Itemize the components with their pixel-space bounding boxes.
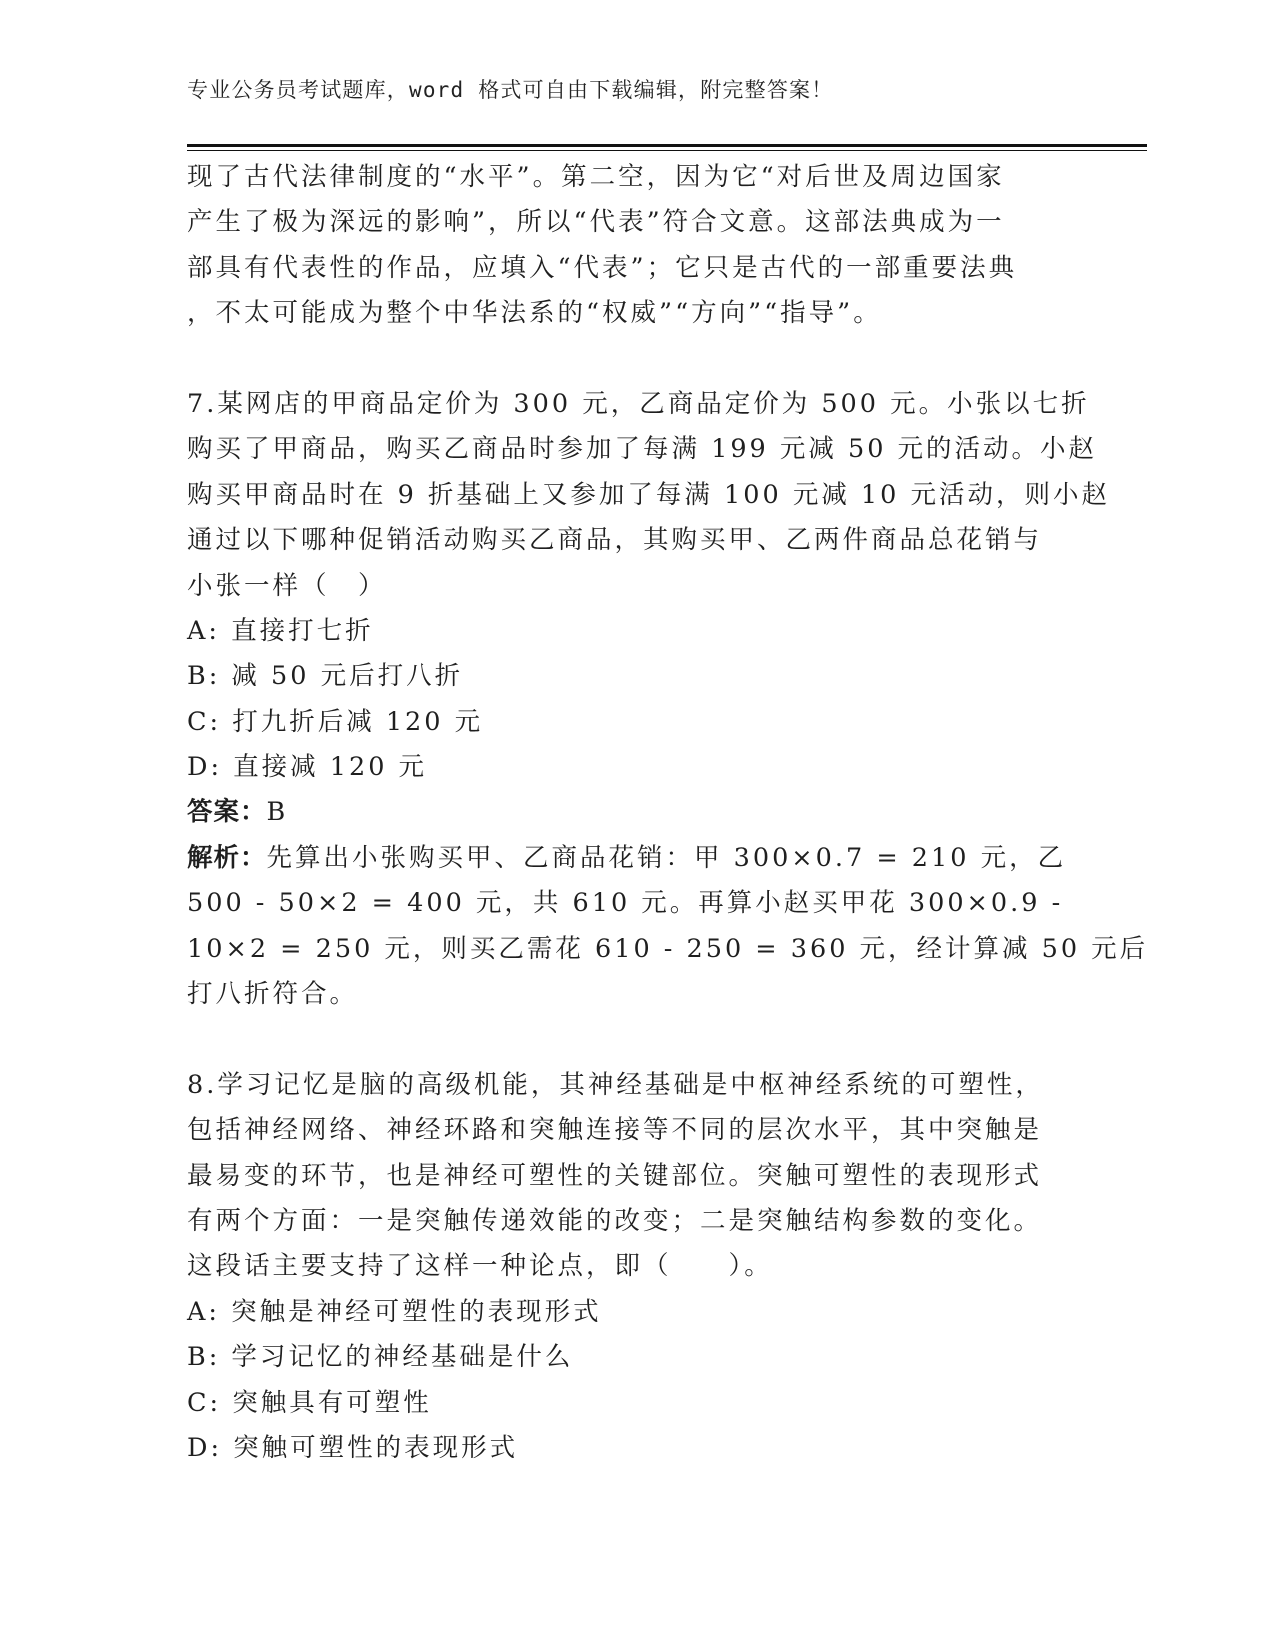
question-stem-line: 包括神经网络、神经环路和突触连接等不同的层次水平，其中突触是 xyxy=(187,1115,1043,1146)
answer-line xyxy=(187,790,1117,835)
question-stem-line: 购买了甲商品，购买乙商品时参加了每满 199 元减 50 元的活动。小赵 xyxy=(187,434,1098,465)
answer-label: 答案： xyxy=(187,797,267,828)
analysis-line xyxy=(187,836,1117,881)
question-stem-line: 有两个方面：一是突触传递效能的改变；二是突触结构参数的变化。 xyxy=(187,1205,1043,1236)
question-8 xyxy=(187,1063,1117,1472)
analysis-line: 10×2 = 250 元，则买乙需花 610 - 250 = 360 元，经计算减 50 元后 xyxy=(187,933,1149,964)
paragraph-gap xyxy=(187,337,1117,382)
question-stem-line: 购买甲商品时在 9 折基础上又参加了每满 100 元减 10 元活动，则小赵 xyxy=(187,479,1110,510)
question-stem-line: 最易变的环节，也是神经可塑性的关键部位。突触可塑性的表现形式 xyxy=(187,1160,1043,1191)
text-line: 部具有代表性的作品，应填入“代表”；它只是古代的一部重要法典 xyxy=(187,252,1018,283)
question-stem-line: 通过以下哪种促销活动购买乙商品，其购买甲、乙两件商品总花销与 xyxy=(187,525,1043,556)
option-c: C: 突触具有可塑性 xyxy=(187,1387,432,1418)
option-b: B: 减 50 元后打八折 xyxy=(187,661,464,692)
text-line: 产生了极为深远的影响”，所以“代表”符合文意。这部法典成为一 xyxy=(187,207,1005,238)
option-a: A: 突触是神经可塑性的表现形式 xyxy=(187,1296,602,1327)
text-line: 现了古代法律制度的“水平”。第二空，因为它“对后世及周边国家 xyxy=(187,162,1005,192)
option-c: C: 打九折后减 120 元 xyxy=(187,706,484,737)
document-body xyxy=(187,155,1149,1471)
option-d: D: 直接减 120 元 xyxy=(187,752,428,783)
analysis-text: 先算出小张购买甲、乙商品花销：甲 300×0.7 = 210 元，乙 xyxy=(266,842,1067,873)
analysis-line: 打八折符合。 xyxy=(187,979,359,1010)
analysis-label: 解析： xyxy=(187,842,267,873)
answer-value: B xyxy=(266,797,289,828)
option-b: B: 学习记忆的神经基础是什么 xyxy=(187,1342,574,1373)
text-line: ，不太可能成为整个中华法系的“权威”“方向”“指导”。 xyxy=(187,298,882,329)
page-header: 专业公务员考试题库，word 格式可自由下载编辑，附完整答案！ xyxy=(187,78,834,102)
analysis-line: 500 - 50×2 = 400 元，共 610 元。再算小赵买甲花 300×0.9 - xyxy=(187,888,1064,919)
header-rule-thick xyxy=(187,144,1147,147)
question-7 xyxy=(187,382,1149,1017)
question-stem-line: 这段话主要支持了这样一种论点，即（ ）。 xyxy=(187,1251,773,1282)
paragraph-gap xyxy=(187,1017,1117,1062)
option-d: D: 突触可塑性的表现形式 xyxy=(187,1432,519,1463)
header-rule-thin xyxy=(187,150,1147,151)
question-stem-line: 7.某网店的甲商品定价为 300 元，乙商品定价为 500 元。小张以七折 xyxy=(187,388,1090,419)
question-stem-line: 8.学习记忆是脑的高级机能，其神经基础是中枢神经系统的可塑性， xyxy=(187,1069,1044,1100)
previous-analysis-continuation xyxy=(187,155,1117,337)
option-a: A: 直接打七折 xyxy=(187,615,374,646)
question-stem-line: 小张一样（ ） xyxy=(187,570,387,601)
